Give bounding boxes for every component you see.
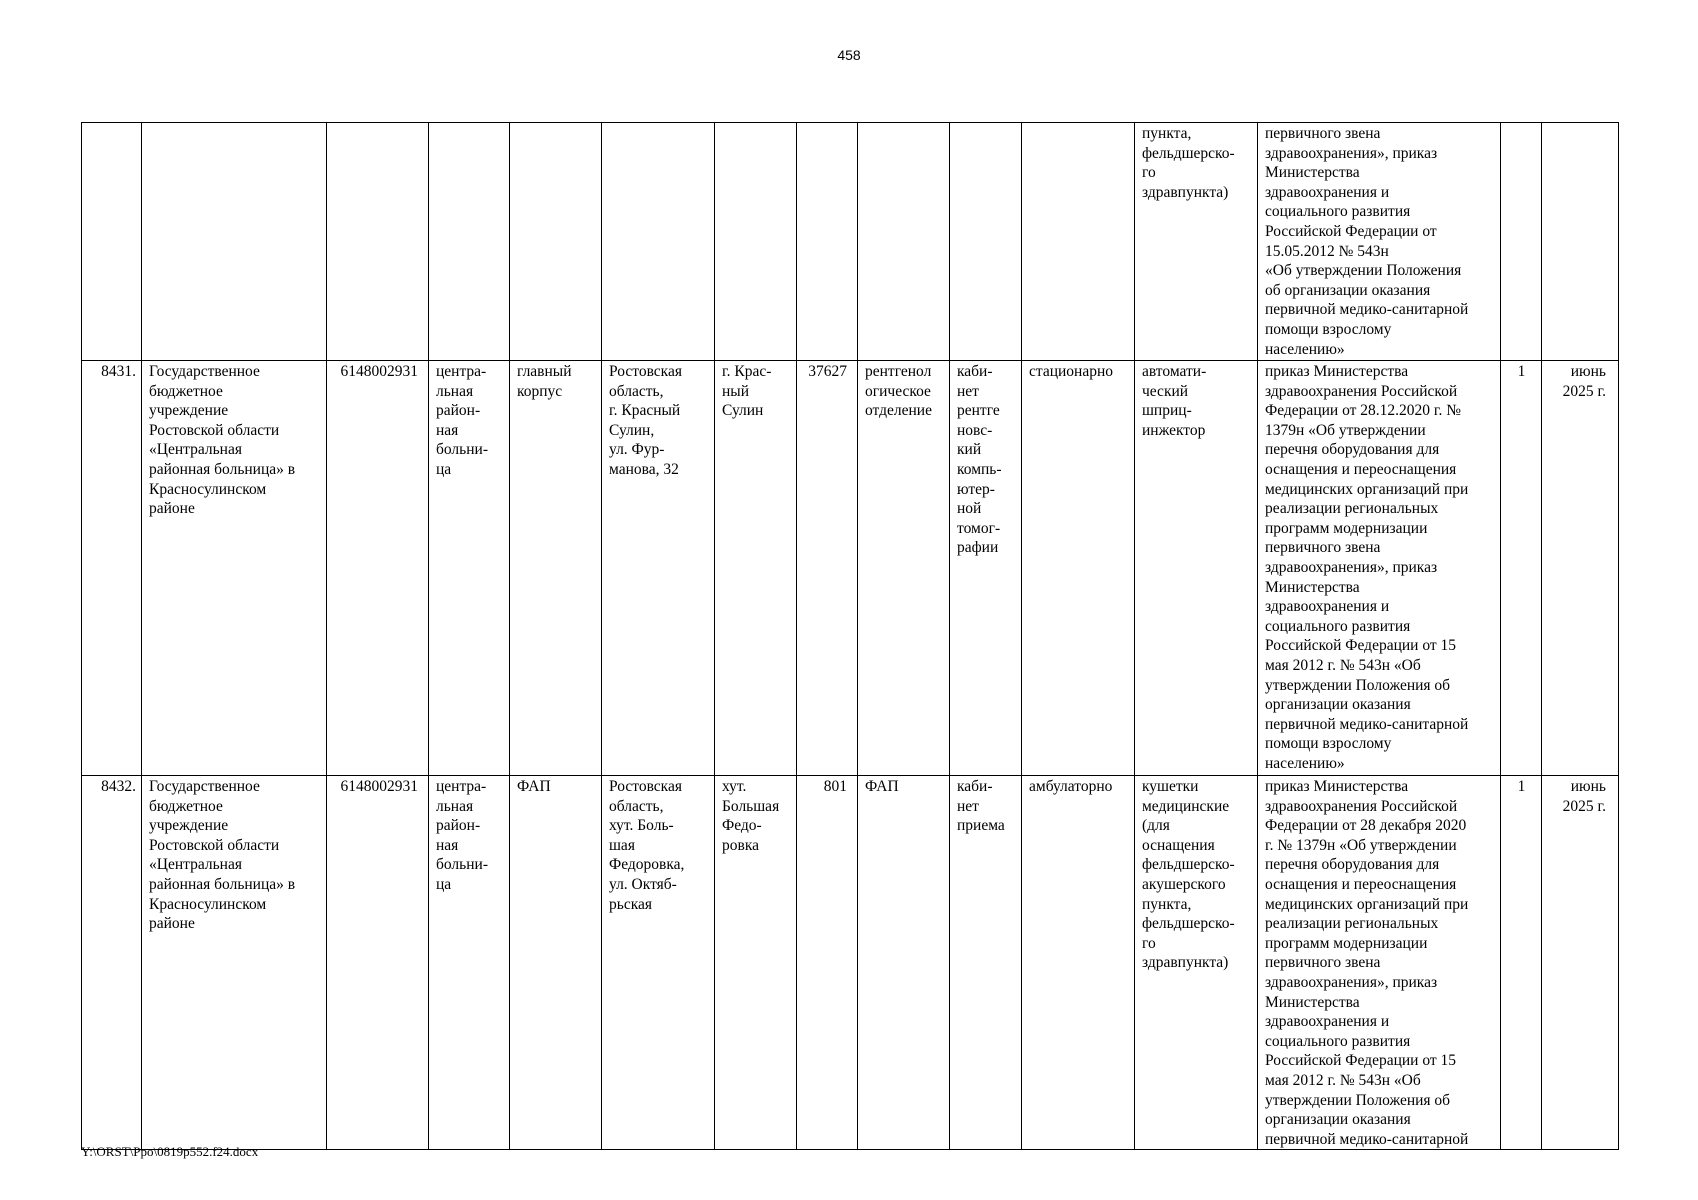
- quantity-cell: 1: [1501, 361, 1542, 776]
- basis-cell: приказ Министерства здравоохранения Российской Федерации от 28 декабря 2020 г. № 1379н «Об утверждении перечня оборудования для оснащения и переоснащения медицинских организаций при реализации региональных программ модернизации первичного звена здравоохранения», приказ Министерства здравоохранения и социального развития Российской Федерации от 15 мая 2012 г. № 543н «Об утверждении Положения об организации оказания первичной медико-санитарной: [1258, 776, 1501, 1150]
- deadline-cell: июнь 2025 г.: [1542, 776, 1619, 1150]
- population-cell: 801: [797, 776, 858, 1150]
- page-number: 458: [837, 47, 861, 63]
- locality-cell: [715, 123, 797, 361]
- building-cell: главный корпус: [510, 361, 602, 776]
- address-cell: Ростовская область, г. Красный Сулин, ул. Фур- манова, 32: [602, 361, 715, 776]
- org-type-cell: [429, 123, 510, 361]
- address-cell: Ростовская область, хут. Боль- шая Федоровка, ул. Октяб- рьская: [602, 776, 715, 1150]
- population-cell: 37627: [797, 361, 858, 776]
- org-type-cell: центра- льная район- ная больни- ца: [429, 776, 510, 1150]
- organization-cell: Государственное бюджетное учреждение Ростовской области «Центральная районная больница» в Красносулинском районе: [142, 361, 327, 776]
- care-form-cell: [1022, 123, 1135, 361]
- inn-cell: [327, 123, 429, 361]
- table-row-8432: [82, 776, 1619, 1150]
- room-cell: [950, 123, 1022, 361]
- basis-cell: приказ Министерства здравоохранения Российской Федерации от 28.12.2020 г. № 1379н «Об утверждении перечня оборудования для оснащения и переоснащения медицинских организаций при реализации региональных программ модернизации первичного звена здравоохранения», приказ Министерства здравоохранения и социального развития Российской Федерации от 15 мая 2012 г. № 543н «Об утверждении Положения об организации оказания первичной медико-санитарной помощи взрослому населению»: [1258, 361, 1501, 776]
- population-cell: [797, 123, 858, 361]
- locality-cell: хут. Большая Федо- ровка: [715, 776, 797, 1150]
- building-cell: ФАП: [510, 776, 602, 1150]
- deadline-cell: [1542, 123, 1619, 361]
- quantity-cell: [1501, 123, 1542, 361]
- department-cell: [858, 123, 950, 361]
- equipment-table: [81, 122, 1619, 1150]
- equipment-cell: пункта, фельдшерско- го здравпункта): [1135, 123, 1258, 361]
- inn-cell: 6148002931: [327, 361, 429, 776]
- inn-cell: 6148002931: [327, 776, 429, 1150]
- room-cell: каби- нет приема: [950, 776, 1022, 1150]
- row-number: [82, 123, 142, 361]
- quantity-cell: 1: [1501, 776, 1542, 1150]
- organization-cell: Государственное бюджетное учреждение Ростовской области «Центральная районная больница» в Красносулинском районе: [142, 776, 327, 1150]
- row-number: 8431.: [82, 361, 142, 776]
- org-type-cell: центра- льная район- ная больни- ца: [429, 361, 510, 776]
- care-form-cell: стационарно: [1022, 361, 1135, 776]
- table-row-8431: [82, 361, 1619, 776]
- address-cell: [602, 123, 715, 361]
- row-number: 8432.: [82, 776, 142, 1150]
- department-cell: рентгенол огическое отделение: [858, 361, 950, 776]
- equipment-cell: кушетки медицинские (для оснащения фельдшерско- акушерского пункта, фельдшерско- го здравпункта): [1135, 776, 1258, 1150]
- room-cell: каби- нет рентге новс- кий компь- ютер- ной томог- рафии: [950, 361, 1022, 776]
- locality-cell: г. Крас- ный Сулин: [715, 361, 797, 776]
- basis-cell: первичного звена здравоохранения», приказ Министерства здравоохранения и социального развития Российской Федерации от 15.05.2012 № 543н «Об утверждении Положения об организации оказания первичной медико-санитарной помощи взрослому населению»: [1258, 123, 1501, 361]
- organization-cell: [142, 123, 327, 361]
- deadline-cell: июнь 2025 г.: [1542, 361, 1619, 776]
- footer-file-path: Y:\ORST\Ppo\0819p552.f24.docx: [81, 1144, 259, 1159]
- care-form-cell: амбулаторно: [1022, 776, 1135, 1150]
- equipment-cell: автомати- ческий шприц- инжектор: [1135, 361, 1258, 776]
- department-cell: ФАП: [858, 776, 950, 1150]
- table-row-continuation: [82, 123, 1619, 361]
- building-cell: [510, 123, 602, 361]
